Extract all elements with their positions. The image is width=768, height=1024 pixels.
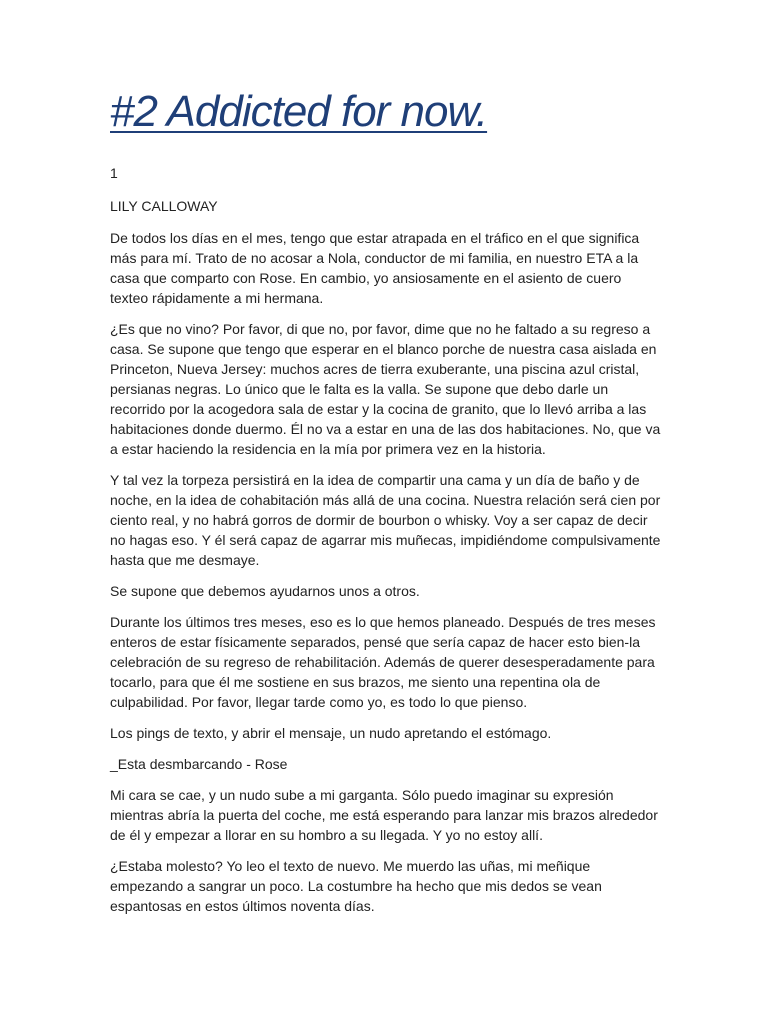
document-body [110, 228, 662, 916]
paragraph: ¿Es que no vino? Por favor, di que no, por favor, dime que no he faltado a su regreso a casa. Se supone que tengo que esperar en el blanco porche de nuestra casa aislada en Princeton, Nueva Jersey: muchos acres de tierra exuberante, una piscina azul cristal, persianas negras. Lo único que le falta es la valla. Se supone que debo darle un recorrido por la acogedora sala de estar y la cocina de granito, que lo llevó arriba a las habitaciones donde duermo. Él no va a estar en una de las dos habitaciones. No, que va a estar haciendo la residencia en la mía por primera vez en la historia. [110, 320, 661, 457]
chapter-number: 1 [110, 164, 118, 181]
paragraph: Mi cara se cae, y un nudo sube a mi garganta. Sólo puedo imaginar su expresión mientras abría la puerta del coche, me está esperando para lanzar mis brazos alrededor de él y empezar a llorar en su hombro a su llegada. Y yo no estoy allí. [110, 786, 658, 843]
narrator-heading: LILY CALLOWAY [110, 197, 218, 214]
paragraph: _Esta desmbarcando - Rose [110, 755, 288, 772]
paragraph: Se supone que debemos ayudarnos unos a otros. [110, 582, 420, 599]
paragraph: De todos los días en el mes, tengo que estar atrapada en el tráfico en el que significa más para mí. Trato de no acosar a Nola, conductor de mi familia, en nuestro ETA a la casa que comparto con Rose. En cambio, yo ansiosamente en el asiento de cuero texteo rápidamente a mi hermana. [110, 229, 640, 306]
document-title: #2 Addicted for now. [110, 87, 488, 136]
paragraph: ¿Estaba molesto? Yo leo el texto de nuevo. Me muerdo las uñas, mi meñique empezando a sangrar un poco. La costumbre ha hecho que mis dedos se vean espantosas en estos últimos noventa días. [110, 857, 602, 914]
paragraph: Y tal vez la torpeza persistirá en la idea de compartir una cama y un día de baño y de noche, en la idea de cohabitación más allá de una cocina. Nuestra relación será cien por ciento real, y no habrá gorros de dormir de bourbon o whisky. Voy a ser capaz de decir no hagas eso. Y él será capaz de agarrar mis muñecas, impidiéndome compulsivamente hasta que me desmaye. [110, 471, 661, 568]
paragraph: Los pings de texto, y abrir el mensaje, un nudo apretando el estómago. [110, 724, 552, 741]
paragraph: Durante los últimos tres meses, eso es lo que hemos planeado. Después de tres meses enteros de estar físicamente separados, pensé que sería capaz de hacer esto bien-la celebración de su regreso de rehabilitación. Además de querer desesperadamente para tocarlo, para que él me sostiene en sus brazos, me siento una repentina ola de culpabilidad. Por favor, llegar tarde como yo, es todo lo que pienso. [110, 613, 656, 710]
